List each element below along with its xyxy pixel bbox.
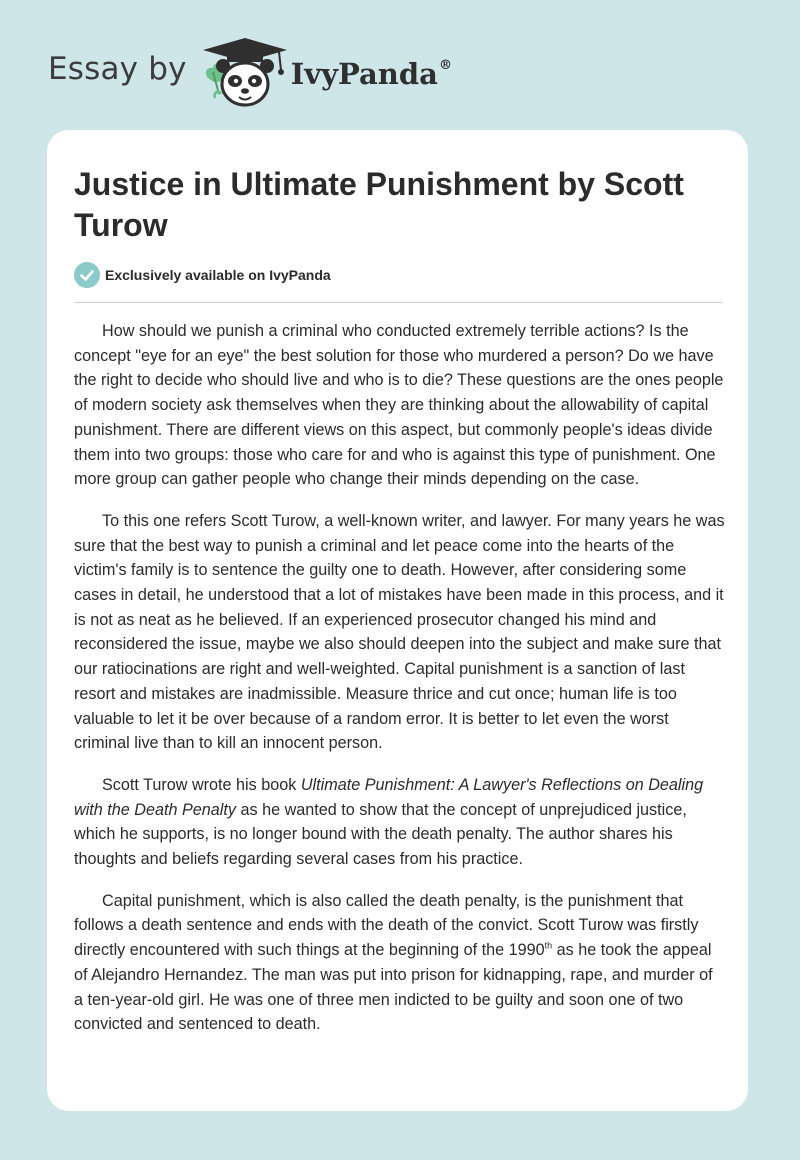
exclusive-badge xyxy=(74,262,331,288)
essay-by-label: Essay by xyxy=(48,51,187,87)
paragraph-2: To this one refers Scott Turow, a well-known writer, and lawyer. For many years he was sure that the best way to punish a criminal and let peace come into the hearts of the victim's family is to sentence the guilty one to death. However, after considering some cases in detail, he understood that a lot of mistakes have been made in this process, and it is not as neat as he believed. If an experienced prosecutor changed his mind and reconsidered the issue, maybe we also should deepen into the subject and make sure that our ratiocinations are right and well-weighted. Capital punishment is a sanction of last resort and mistakes are inadmissible. Measure thrice and cut once; human life is too valuable to let it be over because of a random error. It is better to let even the worst criminal live than to kill an innocent person. xyxy=(74,511,725,753)
panda-graduate-icon[interactable] xyxy=(201,36,289,108)
paragraph-4-text-start: Capital punishment, which is also called the death penalty, is the punishment that follows a death sentence and ends with the death of the convict. Scott Turow was firstly directly encountered with such things at the beginning of the 1990 xyxy=(74,891,699,960)
paragraph-1: How should we punish a criminal who conducted extremely terrible actions? Is the concept "eye for an eye" the best solution for those who murdered a person? Do we have the right to decide who should live and who is to die? These questions are the ones people of modern society ask themselves when they are thinking about the allowability of capital punishment. There are different views on this aspect, but commonly people's ideas divide them into two groups: those who care for and who is against this type of punishment. One more group can gather people who change their minds depending on the case. xyxy=(74,322,724,489)
exclusive-badge-text: Exclusively available on IvyPanda xyxy=(105,267,331,283)
brand-name-text: IvyPanda xyxy=(290,57,438,91)
paragraph-3-text-end: as he wanted to show that the concept of unprejudiced justice, which he supports, is no longer bound with the death penalty. The author shares his thoughts and beliefs regarding several cases from his practice. xyxy=(74,800,687,869)
ordinal-suffix: th xyxy=(544,940,553,951)
brand-name[interactable] xyxy=(291,57,452,91)
essay-card xyxy=(47,130,748,1111)
paragraph-4 xyxy=(74,889,726,1037)
paragraph-3-text-start: Scott Turow wrote his book xyxy=(102,775,301,794)
site-header xyxy=(48,36,452,108)
registered-mark: ® xyxy=(438,58,452,74)
page-title: Justice in Ultimate Punishment by Scott Turow xyxy=(74,166,684,243)
paragraph-3 xyxy=(74,773,726,872)
check-circle-icon xyxy=(74,262,100,288)
paragraph-4-text-end: as he took the appeal of Alejandro Hernandez. The man was put into prison for kidnapping, rape, and murder of a ten-year-old girl. He was one of three men indicted to be guilty and soon one of two convicted and sentenced to death. xyxy=(74,941,713,1034)
essay-body xyxy=(74,319,726,1054)
book-title: Ultimate Punishment: A Lawyer's Reflections on Dealing with the Death Penalty xyxy=(74,775,704,819)
divider xyxy=(74,302,723,303)
